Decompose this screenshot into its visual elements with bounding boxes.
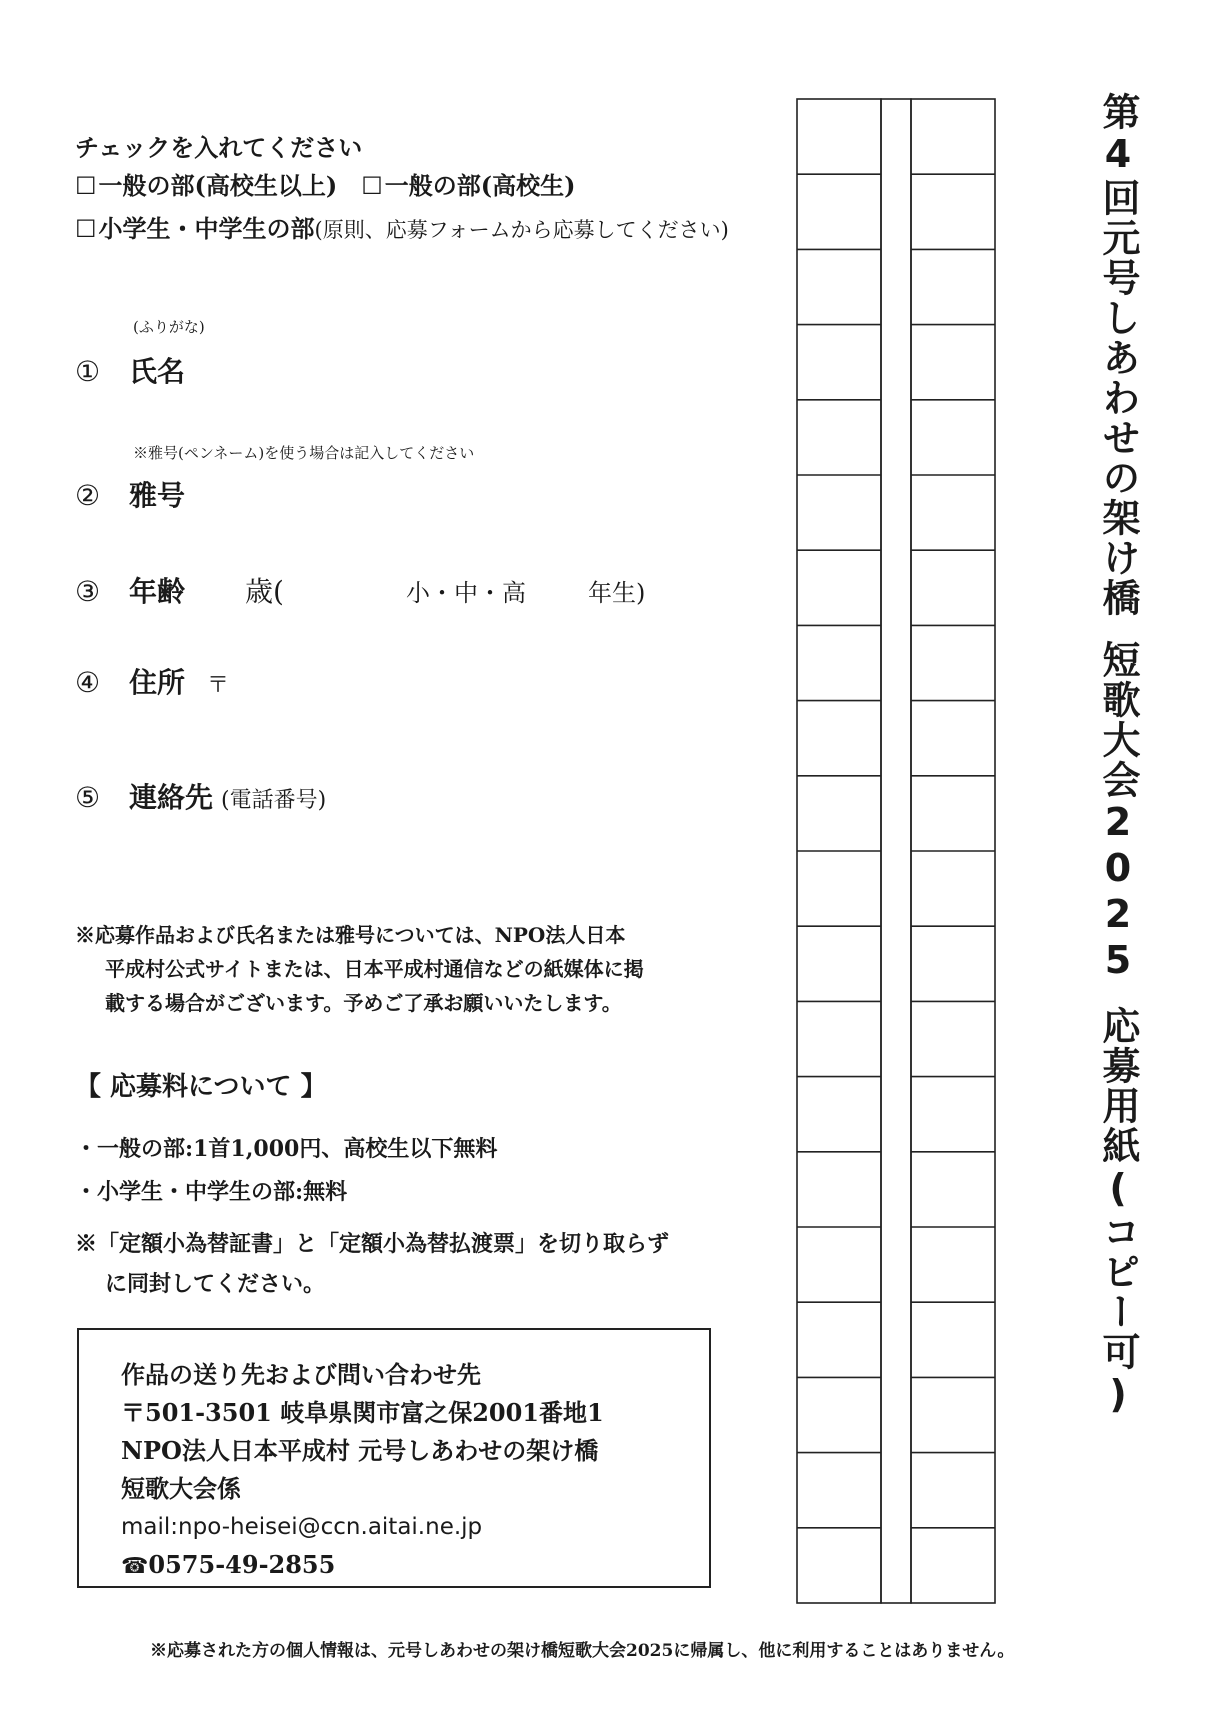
check-row-children — [75, 209, 729, 244]
option-children-note: (原則、応募フォームから応募してください) — [314, 218, 729, 242]
contact-mail[interactable]: mail:npo-heisei@ccn.aitai.ne.jp — [121, 1514, 483, 1540]
form-title-part1: 第4回元号しあわせの架け橋 — [1096, 92, 1140, 618]
tanka-writing-grid[interactable] — [796, 98, 1026, 1606]
form-title — [1096, 92, 1140, 1418]
field-pen-name-label: 雅号 — [129, 479, 186, 512]
fee-heading: 【 応募料について 】 — [75, 1072, 327, 1102]
notice-line: 載する場合がございます。予めご了承お願いいたします。 — [105, 991, 622, 1015]
field-contact-sub: (電話番号) — [221, 788, 327, 813]
publication-notice — [75, 918, 644, 1020]
field-address[interactable] — [75, 661, 229, 701]
option-general-adult-label: 一般の部(高校生以上) — [98, 171, 338, 200]
notice-line: 平成村公式サイトまたは、日本平成村通信などの紙媒体に掲 — [105, 957, 644, 981]
field-name[interactable] — [75, 350, 185, 390]
fee-note-line: ※「定額小為替証書」と「定額小為替払渡票」を切り取らず — [75, 1231, 670, 1257]
postal-mark: 〒 — [207, 673, 230, 698]
checkbox-general-high[interactable]: ☐ — [361, 172, 383, 200]
contact-title: 作品の送り先および問い合わせ先 — [121, 1360, 481, 1389]
field-age[interactable] — [75, 570, 645, 610]
contact-tel — [121, 1546, 709, 1586]
notice-line: ※応募作品および氏名または雅号については、NPO法人日本 — [75, 923, 626, 947]
fee-note — [75, 1224, 669, 1304]
form-title-part3: 応募用紙(コピー可) — [1096, 1006, 1140, 1418]
check-row-general — [75, 166, 575, 201]
contact-dept: 短歌大会係 — [121, 1474, 241, 1503]
contact-tel-number[interactable]: 0575-49-2855 — [148, 1550, 336, 1579]
field-age-number: ③ — [75, 575, 101, 608]
privacy-footer: ※応募された方の個人情報は、元号しあわせの架け橋短歌大会2025に帰属し、他に利用することはありません。 — [150, 1641, 1015, 1661]
field-address-number: ④ — [75, 666, 101, 699]
field-contact-number: ⑤ — [75, 781, 101, 814]
fee-children: ・小学生・中学生の部:無料 — [75, 1179, 348, 1205]
field-pen-name-number: ② — [75, 479, 101, 512]
field-age-label: 年齢 — [129, 575, 186, 608]
field-contact-label: 連絡先 — [129, 781, 214, 814]
grid-gutter — [881, 99, 911, 1603]
contact-box — [77, 1328, 711, 1588]
fee-note-line: に同封してください。 — [105, 1271, 326, 1297]
option-children-label: 小学生・中学生の部 — [98, 214, 315, 243]
field-address-label: 住所 — [129, 666, 186, 699]
name-ruby-label: (ふりがな) — [133, 318, 205, 336]
check-heading: チェックを入れてください — [75, 133, 363, 162]
age-unit: 歳( — [245, 575, 284, 608]
field-pen-name[interactable] — [75, 474, 185, 514]
contact-address: 〒501-3501 岐阜県関市富之保2001番地1 — [121, 1398, 604, 1427]
pen-name-note: ※雅号(ペンネーム)を使う場合は記入してください — [133, 444, 475, 462]
checkbox-children[interactable]: ☐ — [75, 215, 97, 243]
contact-org: NPO法人日本平成村 元号しあわせの架け橋 — [121, 1436, 599, 1465]
age-school-options: 小・中・高 — [405, 579, 526, 607]
field-name-number: ① — [75, 355, 101, 388]
checkbox-general-adult[interactable]: ☐ — [75, 172, 97, 200]
age-grade-label: 年生) — [587, 579, 646, 607]
form-title-part2: 短歌大会2025 — [1096, 640, 1140, 984]
option-general-high-label: 一般の部(高校生) — [384, 171, 576, 200]
field-name-label: 氏名 — [129, 355, 186, 388]
telephone-icon: ☎ — [121, 1554, 149, 1579]
fee-general: ・一般の部:1首1,000円、高校生以下無料 — [75, 1136, 498, 1162]
field-contact[interactable] — [75, 776, 326, 816]
